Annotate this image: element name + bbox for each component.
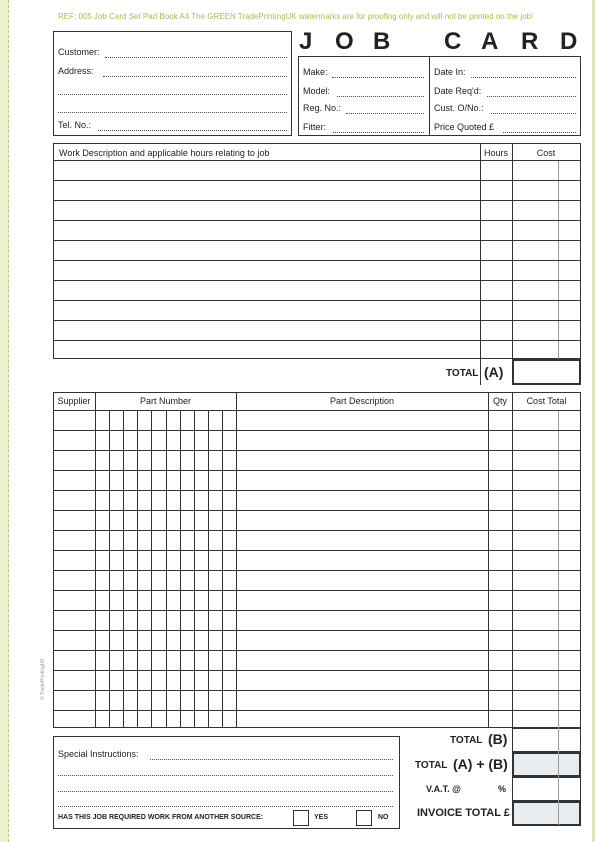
- address-field-line[interactable]: [58, 94, 287, 95]
- title-letter: D: [560, 28, 578, 55]
- qty-header: Qty: [492, 396, 507, 406]
- table-row: [53, 260, 581, 261]
- pence-divider: [558, 410, 559, 728]
- table-row: [53, 220, 581, 221]
- date-reqd-field[interactable]: [487, 96, 576, 97]
- total-a-cell[interactable]: [512, 359, 581, 385]
- total-ab-label: TOTAL: [415, 760, 448, 771]
- table-row: [53, 650, 581, 651]
- table-row: [53, 340, 581, 341]
- table-row: [53, 510, 581, 511]
- parts-col-divider: [488, 392, 489, 728]
- total-a-key: (A): [484, 364, 504, 380]
- table-row: [53, 320, 581, 321]
- table-row: [53, 490, 581, 491]
- table-row: [53, 590, 581, 591]
- table-row: [53, 160, 581, 161]
- table-row: [53, 470, 581, 471]
- make-field[interactable]: [332, 77, 424, 78]
- cost-header: Cost: [536, 148, 556, 158]
- total-b-label: TOTAL: [450, 735, 483, 746]
- work-description-header: Work Description and applicable hours relating to job: [59, 148, 270, 158]
- vat-cell[interactable]: [512, 777, 581, 801]
- no-checkbox[interactable]: [356, 810, 372, 826]
- special-instructions-field[interactable]: [150, 759, 393, 760]
- table-row: [53, 300, 581, 301]
- part-number-cell-divider: [194, 410, 195, 728]
- table-row: [53, 630, 581, 631]
- price-quoted-field[interactable]: [503, 132, 576, 133]
- cost-total-header: Cost Total: [526, 396, 567, 406]
- table-row: [53, 240, 581, 241]
- total-a-label: TOTAL: [446, 368, 479, 379]
- box-divider: [429, 56, 430, 136]
- total-b-key: (B): [488, 731, 508, 747]
- title-letter: A: [481, 28, 499, 55]
- title-letter: B: [373, 28, 391, 55]
- customer-label: Customer:: [58, 47, 100, 57]
- table-row: [53, 570, 581, 571]
- perforation-strip: [0, 0, 9, 842]
- table-row: [53, 710, 581, 711]
- date-in-label: Date In:: [434, 67, 466, 77]
- table-row: [53, 550, 581, 551]
- source-question: HAS THIS JOB REQUIRED WORK FROM ANOTHER SOURCE:: [58, 814, 264, 821]
- fitter-field[interactable]: [333, 132, 424, 133]
- part-number-cell-divider: [151, 410, 152, 728]
- parts-col-divider: [95, 392, 96, 728]
- table-row: [53, 200, 581, 201]
- part-number-cell-divider: [222, 410, 223, 728]
- side-print: © TradePrintingUK: [40, 658, 46, 700]
- reg-field[interactable]: [346, 113, 424, 114]
- total-b-cell[interactable]: [512, 728, 581, 752]
- work-col-divider: [512, 143, 513, 359]
- total-ab-key: (A) + (B): [453, 756, 508, 772]
- table-row: [53, 610, 581, 611]
- yes-label: YES: [314, 814, 329, 821]
- table-row: [53, 690, 581, 691]
- part-number-cell-divider: [123, 410, 124, 728]
- special-instructions-label: Special Instructions:: [58, 749, 139, 759]
- title-letter: R: [521, 28, 539, 55]
- work-table-frame: [53, 143, 581, 359]
- supplier-header: Supplier: [57, 396, 91, 406]
- special-instructions-line[interactable]: [58, 806, 393, 807]
- hours-header: Hours: [483, 148, 508, 158]
- cust-order-label: Cust. O/No.:: [434, 103, 484, 113]
- model-label: Model:: [303, 86, 331, 96]
- date-in-field[interactable]: [471, 77, 576, 78]
- tel-label: Tel. No.:: [58, 120, 92, 130]
- address-label: Address:: [58, 66, 94, 76]
- part-number-cell-divider: [109, 410, 110, 728]
- special-instructions-line[interactable]: [58, 791, 393, 792]
- part-number-header: Part Number: [139, 396, 192, 406]
- customer-field[interactable]: [105, 57, 287, 58]
- invoice-total-cell[interactable]: [512, 801, 581, 826]
- table-row: [53, 180, 581, 181]
- part-number-cell-divider: [166, 410, 167, 728]
- make-label: Make:: [303, 67, 328, 77]
- reference-line: REF: 005 Job Card Set Pad Book A4 The GREEN TradePrintingUK watermarks are for proofing only and will not be printed on the job!: [58, 12, 534, 21]
- table-row: [53, 430, 581, 431]
- vat-unit: %: [498, 784, 507, 794]
- pence-divider: [558, 728, 559, 825]
- yes-checkbox[interactable]: [293, 810, 309, 826]
- no-label: NO: [378, 814, 389, 821]
- address-field[interactable]: [103, 76, 287, 77]
- parts-table-frame: [53, 392, 581, 728]
- address-field-line[interactable]: [58, 112, 287, 113]
- part-number-cell-divider: [137, 410, 138, 728]
- part-description-header: Part Description: [329, 396, 395, 406]
- table-row: [53, 670, 581, 671]
- table-row: [53, 410, 581, 411]
- total-ab-cell[interactable]: [512, 752, 581, 777]
- special-instructions-line[interactable]: [58, 775, 393, 776]
- table-row: [53, 450, 581, 451]
- title-letter: O: [335, 28, 354, 55]
- part-number-cell-divider: [208, 410, 209, 728]
- fitter-label: Fitter:: [303, 122, 327, 132]
- invoice-total-label: INVOICE TOTAL £: [417, 807, 510, 819]
- vat-label: V.A.T. @: [426, 784, 461, 794]
- price-quoted-label: Price Quoted £: [434, 122, 495, 132]
- parts-col-divider: [236, 392, 237, 728]
- reg-label: Reg. No.:: [303, 103, 342, 113]
- table-row: [53, 280, 581, 281]
- table-row: [53, 530, 581, 531]
- date-reqd-label: Date Req'd:: [434, 86, 482, 96]
- part-number-cell-divider: [180, 410, 181, 728]
- title-letter: J: [299, 28, 313, 55]
- tel-field[interactable]: [98, 130, 287, 131]
- model-field[interactable]: [337, 96, 424, 97]
- title-letter: C: [444, 28, 462, 55]
- cust-order-field[interactable]: [491, 113, 576, 114]
